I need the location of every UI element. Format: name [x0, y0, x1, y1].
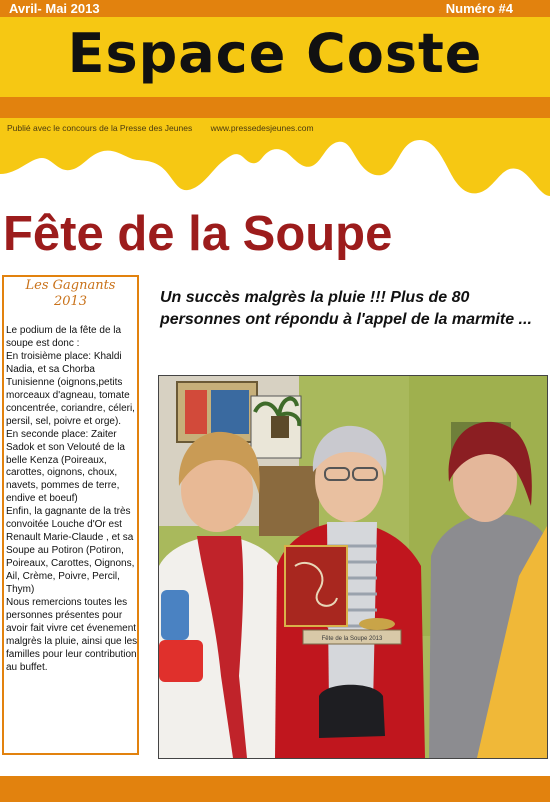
publisher-line — [7, 123, 330, 133]
winners-sidebar — [2, 275, 139, 755]
sidebar-title — [4, 278, 137, 310]
sidebar-body — [6, 325, 140, 675]
sidebar-title-line1: Les Gagnants — [25, 278, 116, 293]
article-subheadline: Un succès malgrès la pluie !!! Plus de 80 personnes ont répondu à l'appel de la marmite ... — [160, 289, 532, 328]
issue-date: Avril- Mai 2013 — [9, 1, 100, 16]
newsletter-title: Espace Coste — [67, 22, 483, 85]
masthead-stripe — [0, 97, 550, 118]
issue-number: Numéro #4 — [445, 1, 513, 16]
sidebar-paragraph: En troisième place: Khaldi Nadia, et sa Chorba Tunisienne (oignons,petits morceaux d'agneau, tomate concentrée, coriandre, céleri, persil, sel, poivre et orge). — [6, 350, 135, 427]
bottom-bar — [0, 776, 550, 802]
winners-photo — [158, 375, 548, 759]
publisher-note: Publié avec le concours de la Presse des Jeunes — [7, 123, 193, 133]
trophy-label: Fête de la Soupe 2013 — [321, 636, 383, 642]
sidebar-title-line2: 2013 — [53, 294, 88, 309]
winners-photo-illustration — [159, 376, 547, 758]
sidebar-paragraph: Nous remercions toutes les personnes présentes pour avoir fait vivre cet évenement malgrès la pluie, ainsi que les familles pour leur contribution au buffet. — [6, 597, 138, 673]
top-bar — [0, 0, 550, 17]
sidebar-paragraph: Le podium de la fête de la soupe est donc : — [6, 325, 122, 349]
sidebar-paragraph: En seconde place: Zaiter Sadok et son Velouté de la belle Kenza (Poireaux, carottes, oignons, choux, navets, pommes de terre, endive et boeuf) — [6, 428, 125, 505]
article-headline: Fête de la Soupe — [3, 207, 393, 261]
sidebar-paragraph: Enfin, la gagnante de la très convoitée Louche d'Or est Renault Marie-Claude , et sa Soupe au Potiron (Potiron, Poireaux, Carottes, Oignons, Ail, Crème, Poivre, Percil, Thym) — [6, 506, 135, 596]
publisher-website: www.pressedesjeunes.com — [210, 123, 314, 133]
